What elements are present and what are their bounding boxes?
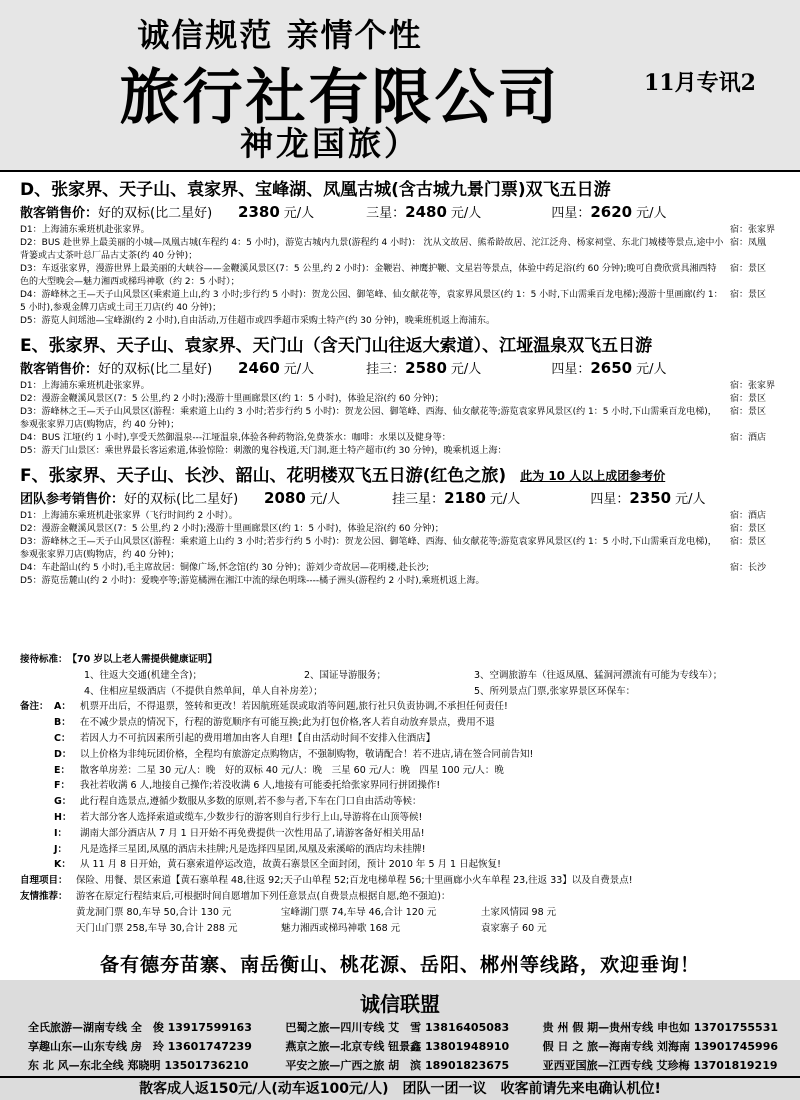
price2-unit: 元/人 [450, 206, 482, 221]
stay-label: 宿：景区 [730, 407, 767, 417]
price1-value: 2080 [264, 489, 306, 507]
standard-item: 4、住相应星级酒店（不提供自然单间，单人自补房差）； [84, 685, 323, 697]
price3-value: 2650 [590, 359, 633, 377]
stay-label: 宿：凤凰 [730, 238, 767, 248]
note-row: J： 凡是选择三星团,凤凰的酒店未挂牌;凡是选择四星团,凤凰及索溪峪的酒店均未挂牌! [54, 843, 426, 855]
itinerary-day: D5：游览人间瑶池—宝峰湖(约 2 小时),自由活动,万佳超市或四季超市采购土特产(约 30 分钟)，晚乘班机返上海浦东。 [20, 315, 790, 328]
stay-label: 宿：景区 [730, 524, 767, 534]
recommend-items [20, 905, 790, 937]
price1-label: 好的双标(比二星好) [124, 492, 239, 507]
note-row: B： 在不减少景点的情况下，行程的游览顺序有可能互换;此为打包价格,客人若自动放弃景点，费用不退 [54, 717, 495, 729]
route-title: F、张家界、天子山、长沙、韶山、花明楼双飞五日游(红色之旅) [20, 466, 507, 486]
footer [0, 980, 800, 1100]
stay-label [730, 445, 790, 458]
itinerary-day: D4：BUS 江垭(约 1 小时),享受天然御温泉---江垭温泉,体验各种药物浴,免费茶水：咖啡：水果以及健身等： 宿：酒店 [20, 432, 790, 445]
price3-unit: 元/人 [675, 492, 706, 507]
contact-entry: 平安之旅—广西之旅 胡 滨 18901823675 [285, 1059, 510, 1072]
note-row: G： 此行程自选景点,遵循少数服从多数的原则,若不参与者,下车在门口自由活动等候： [54, 796, 422, 808]
route-f [20, 464, 790, 588]
recommend-item: 魅力湘西或梯玛神歌 168 元 [281, 922, 401, 934]
itinerary-day: D1：上海浦东乘班机赴张家界（飞行时间约 2 小时）。 宿：酒店 [20, 510, 790, 523]
header [0, 0, 800, 172]
stay-label: 宿：张家界 [730, 225, 776, 235]
price-row [20, 358, 790, 380]
contact-entry: 全氏旅游—湖南专线 全 俊 13917599163 [28, 1021, 252, 1034]
service-section [20, 652, 790, 936]
route-e [20, 334, 790, 458]
contact-entry: 享趣山东—山东专线 房 玲 13601747239 [28, 1040, 252, 1053]
price2-label: 三星： [366, 206, 406, 221]
issue-label: 11月专讯2 [644, 70, 756, 96]
recommend-item: 袁家寨子 60 元 [481, 922, 547, 934]
alliance-title: 诚信联盟 [360, 992, 440, 1016]
note-row: K： 从 11 月 8 日开始，黄石寨索道停运改造，故黄石寨景区全面封闭，预计 2010 年 5 月 1 日起恢复! [54, 859, 501, 871]
price2-label: 挂三星： [392, 492, 445, 507]
itinerary-day: D3：车返张家界，漫游世界上最美丽的大峡谷——金鞭溪风景区(7：5 公里,约 2 小时)：金鞭岩、神鹰护鞭、文星岩等景点，体验中药足浴(约 60 分钟);晚可自费欣赏具湘西特色的大型晚会—魅力湘西或梯玛神歌（约 2：5 小时）； 宿：景区 [20, 263, 790, 289]
self-pay-row: 自理项目： 保险、用餐、景区索道【黄石寨单程 48,往返 92;天子山单程 52;百龙电梯单程 56;十里画廊小火车单程 23,往返 33】以及自费景点! [20, 873, 790, 889]
itinerary-day: D1：上海浦东乘班机赴张家界。 宿：张家界 [20, 380, 790, 393]
itinerary-day: D3：游峰林之王—天子山风景区(游程：乘索道上山约 3 小时;若步行约 5 小时)：贺龙公园、御笔峰、西海、仙女献花等;游览袁家界风景区(约 1：5 小时,下山需乘百龙电梯)，参观张家界刀店(购物店，约 40 分钟)； 宿：景区 [20, 536, 790, 562]
price1-unit: 元/人 [309, 492, 341, 507]
standard-item: 5、所列景点门票,张家界景区环保车： [474, 685, 636, 697]
price3-label: 四星： [551, 206, 591, 221]
note-row: H： 若大部分客人选择索道或缆车,少数步行的游客则自行步行上山,导游将在山顶等候! [54, 811, 423, 823]
route-banner: 备有德夯苗寨、南岳衡山、桃花源、岳阳、郴州等线路，欢迎垂询！ [99, 954, 700, 976]
price-label: 散客销售价： [20, 362, 99, 377]
contact-row [0, 1018, 800, 1037]
price1-unit: 元/人 [283, 206, 315, 221]
contact-row [0, 1056, 800, 1075]
company-name: 旅行社有限公司 [119, 63, 561, 133]
price3-value: 2350 [629, 489, 672, 507]
itinerary-day: D5：游览岳麓山(约 2 小时)：爱晚亭等;游览橘洲在湘江中流的绿色明珠----橘子洲头(游程约 2 小时),乘班机返上海。 [20, 575, 790, 588]
price3-unit: 元/人 [636, 206, 667, 221]
price1-value: 2460 [238, 359, 280, 377]
stay-label: 宿：景区 [730, 290, 767, 300]
stay-label: 宿：景区 [730, 264, 767, 274]
stay-label: 宿：酒店 [730, 433, 767, 443]
rebate-note: 散客成人返150元/人(动车返100元/人) 团队一团一议 收客前请先来电确认机位! [0, 1076, 800, 1100]
note-row: F： 我社若收满 6 人,地接自己操作;若没收满 6 人,地接有可能委托给张家界同行拼团操作! [54, 780, 441, 792]
stay-label [730, 315, 790, 328]
price2-label: 挂三： [366, 362, 406, 377]
stay-label: 宿：长沙 [730, 563, 767, 573]
itinerary-day: D2：漫游金鞭溪风景区(7：5 公里,约 2 小时);漫游十里画廊景区(约 1：5 小时)，体验足浴(约 60 分钟)； 宿：景区 [20, 523, 790, 536]
price2-value: 2580 [405, 359, 447, 377]
note-row: C： 若因人力不可抗因素所引起的费用增加由客人自理!【自由活动时间不安排入住酒店】 [54, 732, 436, 744]
standard-item: 1、往返大交通(机建全含)； [84, 669, 202, 681]
group-note: 此为 10 人以上成团参考价 [520, 469, 666, 483]
price2-unit: 元/人 [450, 362, 482, 377]
stay-label: 宿：景区 [730, 394, 767, 404]
standard-item: 2、国证导游服务； [304, 669, 387, 681]
contact-entry: 贵 州 假 期—贵州专线 申也如 13701755531 [542, 1021, 778, 1034]
contact-row [0, 1037, 800, 1056]
standard-label: 接待标准： [20, 654, 63, 665]
price3-unit: 元/人 [636, 362, 667, 377]
elderly-note: 【70 岁以上老人需提供健康证明】 [72, 654, 218, 665]
price2-value: 2480 [405, 203, 447, 221]
contact-entry: 假 日 之 旅—海南专线 刘海南 13901745996 [542, 1040, 778, 1053]
contact-entry: 巴蜀之旅—四川专线 艾 雪 13816405083 [285, 1021, 510, 1034]
recommend-row: 友情推荐： 游客在原定行程结束后,可根据时间自愿增加下列任意景点(自费景点根据自愿,绝不强迫)： [20, 889, 790, 905]
price2-unit: 元/人 [489, 492, 521, 507]
note-row: I： 湖南大部分酒店从 7 月 1 日开始不再免费提供一次性用品了,请游客备好相关用品! [54, 827, 425, 839]
note-row: D： 以上价格为非纯玩团价格，全程均有旅游定点购物店，不强制购物，敬请配合！若不进店,请在签合同前告知! [54, 748, 534, 760]
price1-value: 2380 [238, 203, 280, 221]
stay-label: 宿：张家界 [730, 381, 776, 391]
route-list [20, 178, 790, 594]
itinerary-day: D4：车赴韶山(约 5 小时),毛主席故居：铜像广场,怀念馆(约 30 分钟)；游刘少奇故居—花明楼,赴长沙; 宿：长沙 [20, 562, 790, 575]
route-d [20, 178, 790, 328]
contact-entry: 燕京之旅—北京专线 钮景鑫 13801948910 [285, 1040, 510, 1053]
recommend-item: 天门山门票 258,车导 30,合计 288 元 [76, 922, 238, 934]
price1-label: 好的双标(比二星好) [98, 206, 213, 221]
stay-label: 宿：酒店 [730, 511, 767, 521]
itinerary-day: D4：游峰林之王—天子山风景区(乘索道上山,约 3 小时;步行约 5 小时)：贺龙公园、御笔峰、仙女献花等，袁家界风景区(约 1：5 小时,下山需乘百龙电梯);漫游十里画廊(约 1：5 小时),参观金牌刀店或土司王刀店(约 40 分钟)； 宿：景区 [20, 289, 790, 315]
recommend-item: 宝峰湖门票 74,车导 46,合计 120 元 [281, 906, 437, 918]
price-label: 团队参考销售价： [20, 492, 125, 507]
price3-label: 四星： [590, 492, 630, 507]
contact-entry: 亚西亚国旅—江西专线 艾珍梅 13701819219 [542, 1059, 778, 1072]
price2-value: 2180 [444, 489, 486, 507]
contact-entry: 东 北 风—东北全线 郑晓明 13501736210 [28, 1059, 249, 1072]
price1-label: 好的双标(比二星好) [98, 362, 213, 377]
slogan: 诚信规范 亲情个性 [137, 16, 423, 54]
recommend-item: 黄龙洞门票 80,车导 50,合计 130 元 [76, 906, 232, 918]
price-label: 散客销售价： [20, 206, 99, 221]
itinerary-day: D2：BUS 赴世界上最美丽的小城—凤凰古城(车程约 4：5 小时)，游览古城内九景(游程约 4 小时)： 沈从文故居、熊希龄故居、沱江泛舟、杨家祠堂、东北门城楼等景点,途中小背篓或古丈茶叶总厂品古丈茶(约 40 分钟)； 宿：凤凰 [20, 237, 790, 263]
note-row: E： 散客单房差：二星 30 元/人：晚 好的双标 40 元/人：晚 三星 60 元/人：晚 四星 100 元/人：晚 [54, 764, 504, 776]
stay-label: 宿：景区 [730, 537, 767, 547]
note-row: 备注： A： 机票开出后，不得退票，签转和更改！若因航班延误或取消等问题,旅行社只负责协调,不承担任何责任! [20, 699, 790, 715]
service-standard [20, 652, 790, 668]
brand-name: 神龙国旅） [240, 124, 420, 163]
recommend-label: 友情推荐： [20, 890, 68, 902]
itinerary-day: D1：上海浦东乘班机赴张家界。 宿：张家界 [20, 224, 790, 237]
route-title: E、张家界、天子山、袁家界、天门山（含天门山往返大索道）、江垭温泉双飞五日游 [20, 336, 653, 356]
standard-item: 3、空调旅游车（往返凤凰、猛洞河漂流有可能为专线车）； [474, 669, 723, 681]
price3-value: 2620 [590, 203, 633, 221]
itinerary-day: D2：漫游金鞭溪风景区(7：5 公里,约 2 小时);漫游十里画廊景区(约 1：5 小时)，体验足浴(约 60 分钟)； 宿：景区 [20, 393, 790, 406]
stay-label [730, 575, 790, 588]
standard-items [20, 668, 790, 700]
itinerary-day: D5：游天门山景区：乘世界最长客运索道,体验惊险：刺激的鬼谷栈道,天门洞,逛土特产超市(约 30 分钟)，晚乘机返上海： [20, 445, 790, 458]
price3-label: 四星： [551, 362, 591, 377]
recommend-item: 土家风情园 98 元 [481, 906, 557, 918]
self-pay-label: 自理项目： [20, 875, 68, 887]
notes-label: 备注： [20, 701, 49, 713]
price-row [20, 202, 790, 224]
itinerary-day: D3：游峰林之王—天子山风景区(游程：乘索道上山约 3 小时;若步行约 5 小时)：贺龙公园、御笔峰、西海、仙女献花等;游览袁家界风景区(约 1：5 小时,下山需乘百龙电梯)，参观张家界刀店(购物店，约 40 分钟)； 宿：景区 [20, 406, 790, 432]
price-row [20, 488, 790, 510]
route-title: D、张家界、天子山、袁家界、宝峰湖、凤凰古城(含古城九景门票)双飞五日游 [20, 180, 611, 200]
price1-unit: 元/人 [283, 362, 315, 377]
